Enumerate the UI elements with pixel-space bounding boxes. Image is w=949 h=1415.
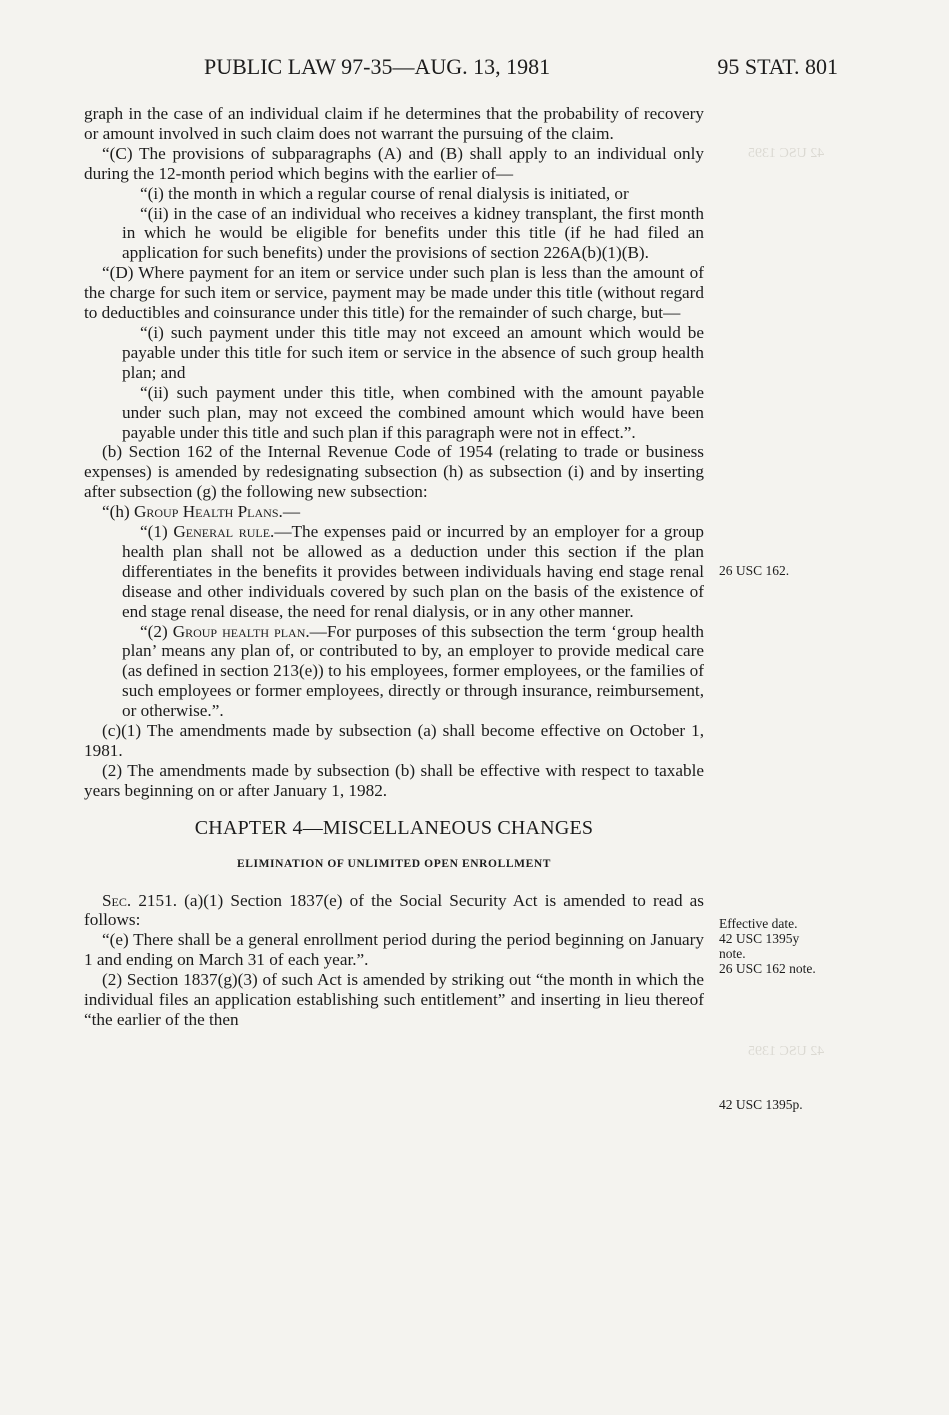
paragraph: “(D) Where payment for an item or service under such plan is less than the amount of the charge for such item or service, payment may be made under this title (without regard to deductibles and coinsurance under this title) for the remainder of such charge, but— (84, 263, 704, 323)
statute-page-number: 95 STAT. 801 (717, 54, 838, 79)
paragraph-text: .—For purposes of this subsection the term ‘group health plan’ means any plan of, or contributed to by, an employer to provide medical care (as defined in section 213(e)) to his employees, former employees, or the families of such employees or former employees, directly or through insurance, reimbursement, or otherwise.”. (122, 621, 704, 721)
paragraph (84, 891, 704, 931)
paragraph: “(i) the month in which a regular course of renal dialysis is initiated, or (140, 183, 629, 203)
small-caps-heading: Group health plan (172, 621, 306, 641)
section-heading: ELIMINATION OF UNLIMITED OPEN ENROLLMENT (236, 857, 552, 870)
margin-note (719, 916, 844, 976)
margin-note-text: Effective date. (719, 916, 798, 931)
small-caps-heading: Group Health Plans (133, 502, 279, 522)
paragraph-text: .—The expenses paid or incurred by an employer for a group health plan shall not be allowed as a deduction under this section if the plan differentiates in the benefits it provides between individuals having end stage renal disease and other individuals covered by such plan on the basis of the existence of end stage renal disease, the need for renal dialysis, or in any other manner. (122, 522, 704, 621)
prefix: “(h) (102, 502, 134, 522)
prefix: “(1) (140, 522, 174, 542)
margin-note-text: 42 USC 1395p. (719, 1097, 803, 1112)
document-body (84, 104, 704, 1030)
section-label: Sec (102, 890, 127, 910)
paragraph (84, 522, 704, 622)
margin-note (719, 1097, 844, 1112)
prefix: “(2) (140, 621, 173, 641)
page-header (84, 50, 838, 84)
paragraph: “(i) such payment under this title may not exceed an amount which would be payable under this title for such item or service in the absence of such group health plan; and (122, 322, 704, 382)
paragraph: “(ii) in the case of an individual who receives a kidney transplant, the first month in which he would be eligible for benefits under this title (if he had filed an application for such benefits) under the provisions of section 226A(b)(1)(B). (122, 203, 704, 263)
paragraph: (2) The amendments made by subsection (b) shall be effective with respect to taxable years beginning on or after January 1, 1982. (84, 760, 704, 800)
paragraph: “(ii) such payment under this title, when combined with the amount payable under such plan, may not exceed the combined amount which would have been payable under this title and such plan if this paragraph were not in effect.”. (122, 382, 704, 442)
margin-note-text: 26 USC 162. (719, 563, 790, 578)
paragraph: (2) Section 1837(g)(3) of such Act is amended by striking out “the month in which the individual files an application establishing such entitlement” and inserting in lieu thereof “the earlier of the then (84, 970, 704, 1029)
small-caps-heading: General rule (173, 522, 271, 542)
chapter-heading: CHAPTER 4—MISCELLANEOUS CHANGES (194, 816, 594, 839)
paragraph: graph in the case of an individual claim if he determines that the probability of recovery or amount involved in such claim does not warrant the pursuing of the claim. (84, 104, 704, 143)
bleed-through-text: 42 USC 1395 (748, 1044, 825, 1059)
paragraph-text: . 2151. (a)(1) Section 1837(e) of the Social Security Act is amended to read as follows: (84, 890, 704, 930)
margin-note-text: 42 USC 1395y (719, 931, 800, 946)
margin-note-text: 26 USC 162 note. (719, 961, 816, 976)
subsection-heading (84, 502, 704, 522)
paragraph: (b) Section 162 of the Internal Revenue Code of 1954 (relating to trade or business expenses) is amended by redesignating subsection (h) as subsection (i) and by inserting after subsection (g) the following new subsection: (84, 442, 704, 502)
running-head-title: PUBLIC LAW 97-35—AUG. 13, 1981 (204, 54, 551, 79)
suffix: .— (278, 502, 300, 522)
bleed-through-text: 42 USC 1395 (748, 146, 825, 161)
paragraph (84, 622, 704, 722)
paragraph: “(e) There shall be a general enrollment period during the period beginning on January 1 and ending on March 31 of each year.”. (84, 930, 704, 970)
paragraph: (c)(1) The amendments made by subsection (a) shall become effective on October 1, 1981. (84, 721, 704, 760)
margin-note-text: note. (719, 946, 746, 961)
paragraph: “(C) The provisions of subparagraphs (A) and (B) shall apply to an individual only during the 12-month period which begins with the earlier of— (84, 143, 704, 183)
margin-note (719, 563, 844, 578)
